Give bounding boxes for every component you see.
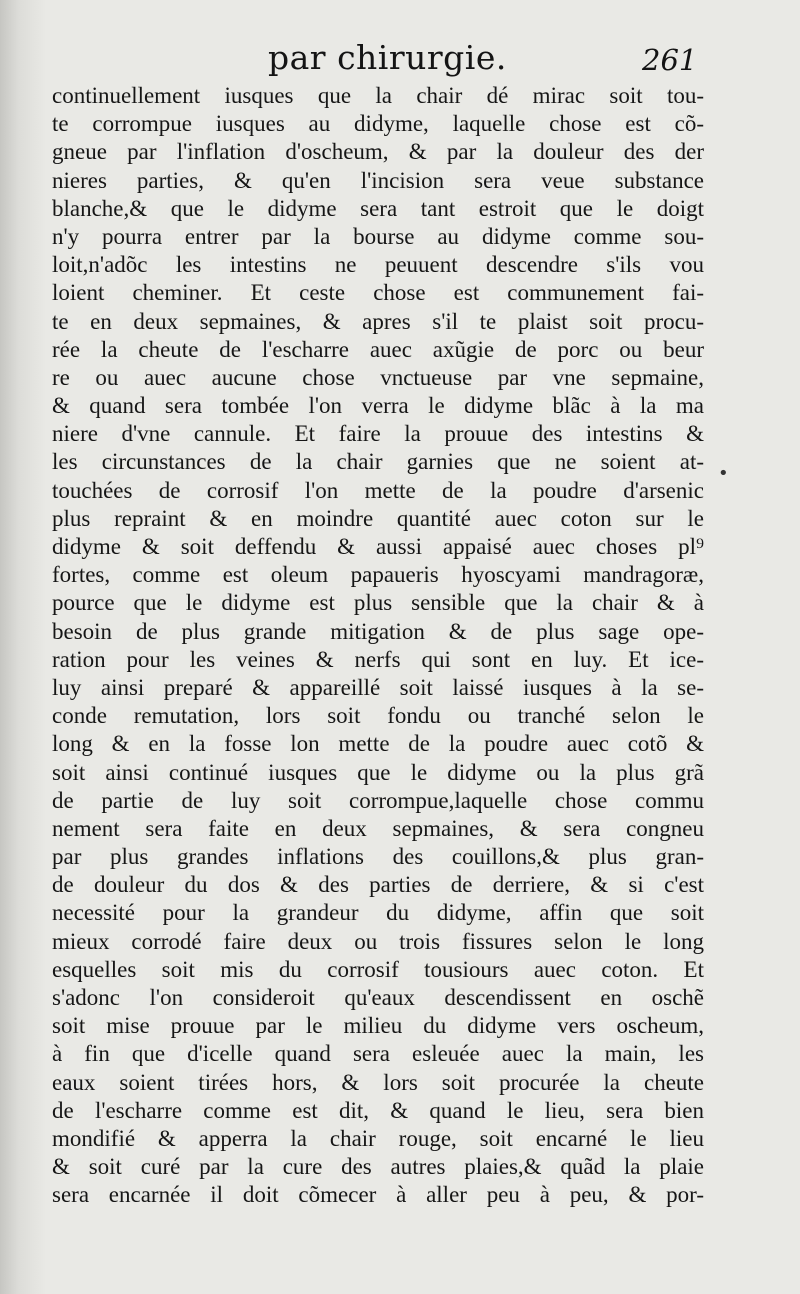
text-line: fortes, comme est oleum papaueris hyoscyami mandragoræ,	[52, 562, 704, 588]
text-line: s'adonc l'on consideroit qu'eaux descendissent en oschẽ	[52, 985, 704, 1010]
text-line: mondifié & apperra la chair rouge, soit encarné le lieu	[52, 1125, 704, 1151]
page-gutter-shadow	[0, 0, 46, 1294]
text-line: loient cheminer. Et ceste chose est communement fai-	[52, 280, 704, 306]
text-line: didyme & soit deffendu & aussi appaisé auec choses pl⁹	[52, 534, 704, 559]
page-header	[0, 36, 800, 80]
text-line: de partie de luy soit corrompue,laquelle chose commu	[52, 787, 704, 813]
margin-mark: •	[718, 463, 729, 484]
text-line: plus repraint & en moindre quantité auec coton sur le	[52, 505, 704, 531]
text-line: loit,n'adõc les intestins ne peuuent descendre s'ils vou	[52, 252, 704, 278]
text-line: de douleur du dos & des parties de derriere, & si c'est	[52, 872, 704, 898]
text-line: par plus grandes inflations des couillons,& plus gran-	[52, 844, 704, 870]
text-line: n'y pourra entrer par la bourse au didyme comme sou-	[52, 223, 704, 249]
text-line: besoin de plus grande mitigation & de plus sage ope-	[52, 618, 704, 644]
text-line: & soit curé par la cure des autres plaies,& quãd la plaie	[52, 1154, 704, 1180]
text-line: te corrompue iusques au didyme, laquelle chose est cõ-	[52, 111, 704, 137]
page-number: 261	[642, 43, 698, 77]
text-line: & quand sera tombée l'on verra le didyme blãc à la ma	[52, 393, 704, 419]
text-line: te en deux sepmaines, & apres s'il te plaist soit procu-	[52, 308, 704, 334]
text-line: à fin que d'icelle quand sera esleuée auec la main, les	[52, 1041, 704, 1067]
text-line: soit ainsi continué iusques que le didyme ou la plus grã	[52, 759, 704, 785]
text-line: long & en la fosse lon mette de la poudre auec cotõ &	[52, 731, 704, 757]
text-line: rée la cheute de l'escharre auec axũgie de porc ou beur	[52, 336, 704, 362]
body-text	[52, 82, 704, 1210]
text-line: re ou auec aucune chose vnctueuse par vne sepmaine,	[52, 364, 704, 390]
text-line: ration pour les veines & nerfs qui sont en luy. Et ice-	[52, 646, 704, 672]
text-line: eaux soient tirées hors, & lors soit procurée la cheute	[52, 1069, 704, 1095]
text-line: gneue par l'inflation d'oscheum, & par la douleur des der	[52, 139, 704, 165]
text-line: sera encarnée il doit cõmecer à aller peu à peu, & por-	[52, 1182, 704, 1208]
running-head: par chirurgie.	[268, 38, 507, 77]
text-line: luy ainsi preparé & appareillé soit laissé iusques à la se-	[52, 674, 704, 700]
text-line: les circunstances de la chair garnies que ne soient at-	[52, 449, 704, 475]
text-line: pource que le didyme est plus sensible que la chair & à	[52, 590, 704, 616]
text-line: mieux corrodé faire deux ou trois fissures selon le long	[52, 928, 704, 954]
text-line: blanche,& que le didyme sera tant estroit que le doigt	[52, 195, 704, 221]
text-line: nieres parties, & qu'en l'incision sera veue substance	[52, 167, 704, 193]
text-line: soit mise prouue par le milieu du didyme vers oscheum,	[52, 1013, 704, 1039]
text-line: esquelles soit mis du corrosif tousiours auec coton. Et	[52, 956, 704, 982]
text-line: necessité pour la grandeur du didyme, affin que soit	[52, 900, 704, 926]
text-line: continuellement iusques que la chair dé mirac soit tou-	[52, 83, 704, 108]
text-line: nement sera faite en deux sepmaines, & sera congneu	[52, 815, 704, 841]
text-line: touchées de corrosif l'on mette de la poudre d'arsenic	[52, 477, 704, 503]
text-line: conde remutation, lors soit fondu ou tranché selon le	[52, 703, 704, 729]
text-line: de l'escharre comme est dit, & quand le lieu, sera bien	[52, 1097, 704, 1123]
text-line: niere d'vne cannule. Et faire la prouue des intestins &	[52, 421, 704, 447]
